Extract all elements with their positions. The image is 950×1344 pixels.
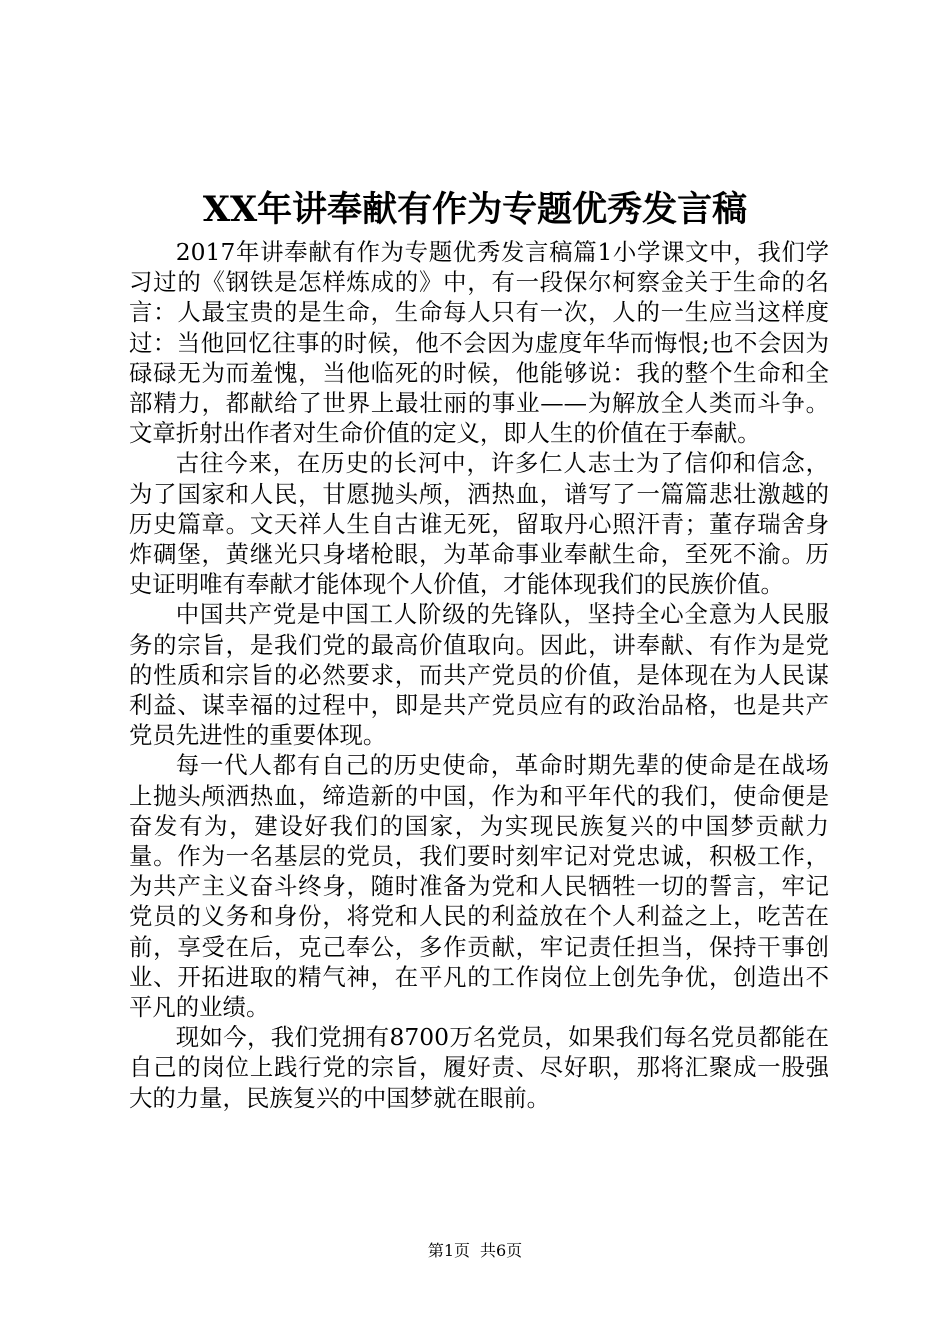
paragraph-1: 2017年讲奉献有作为专题优秀发言稿篇1小学课文中，我们学习过的《钢铁是怎样炼成的》中，有一段保尔柯察金关于生命的名言：人最宝贵的是生命，生命每人只有一次，人的一生应当这样度过：当他回忆往事的时候，他不会因为虚度年华而悔恨;也不会因为碌碌无为而羞愧，当他临死的时候，他能够说：我的整个生命和全部精力，都献给了世界上最壮丽的事业——为解放全人类而斗争。文章折射出作者对生命价值的定义，即人生的价值在于奉献。 [129, 238, 829, 448]
paragraph-3: 中国共产党是中国工人阶级的先锋队，坚持全心全意为人民服务的宗旨，是我们党的最高价值取向。因此，讲奉献、有作为是党的性质和宗旨的必然要求，而共产党员的价值，是体现在为人民谋利益、谋幸福的过程中，即是共产党员应有的政治品格，也是共产党员先进性的重要体现。 [129, 600, 829, 750]
page-number: 第1页 [427, 1241, 470, 1260]
document-body [129, 237, 829, 1113]
paragraph-5: 现如今，我们党拥有8700万名党员，如果我们每名党员都能在自己的岗位上践行党的宗旨，履好责、尽好职，那将汇聚成一股强大的力量，民族复兴的中国梦就在眼前。 [129, 1023, 829, 1112]
page-footer [0, 1240, 950, 1262]
page-total: 共6页 [480, 1241, 523, 1260]
document-title: XX年讲奉献有作为专题优秀发言稿 [202, 189, 748, 230]
paragraph-2: 古往今来，在历史的长河中，许多仁人志士为了信仰和信念，为了国家和人民，甘愿抛头颅，洒热血，谱写了一篇篇悲壮激越的历史篇章。文天祥人生自古谁无死，留取丹心照汗青；董存瑞舍身炸碉堡，黄继光只身堵枪眼，为革命事业奉献生命，至死不渝。历史证明唯有奉献才能体现个人价值，才能体现我们的民族价值。 [129, 449, 829, 599]
paragraph-4: 每一代人都有自己的历史使命，革命时期先辈的使命是在战场上抛头颅洒热血，缔造新的中国，作为和平年代的我们，使命便是奋发有为，建设好我们的国家，为实现民族复兴的中国梦贡献力量。作为一名基层的党员，我们要时刻牢记对党忠诚，积极工作，为共产主义奋斗终身，随时准备为党和人民牺牲一切的誓言，牢记党员的义务和身份，将党和人民的利益放在个人利益之上，吃苦在前，享受在后，克己奉公，多作贡献，牢记责任担当，保持干事创业、开拓进取的精气神，在平凡的工作岗位上创先争优，创造出不平凡的业绩。 [129, 751, 829, 1022]
